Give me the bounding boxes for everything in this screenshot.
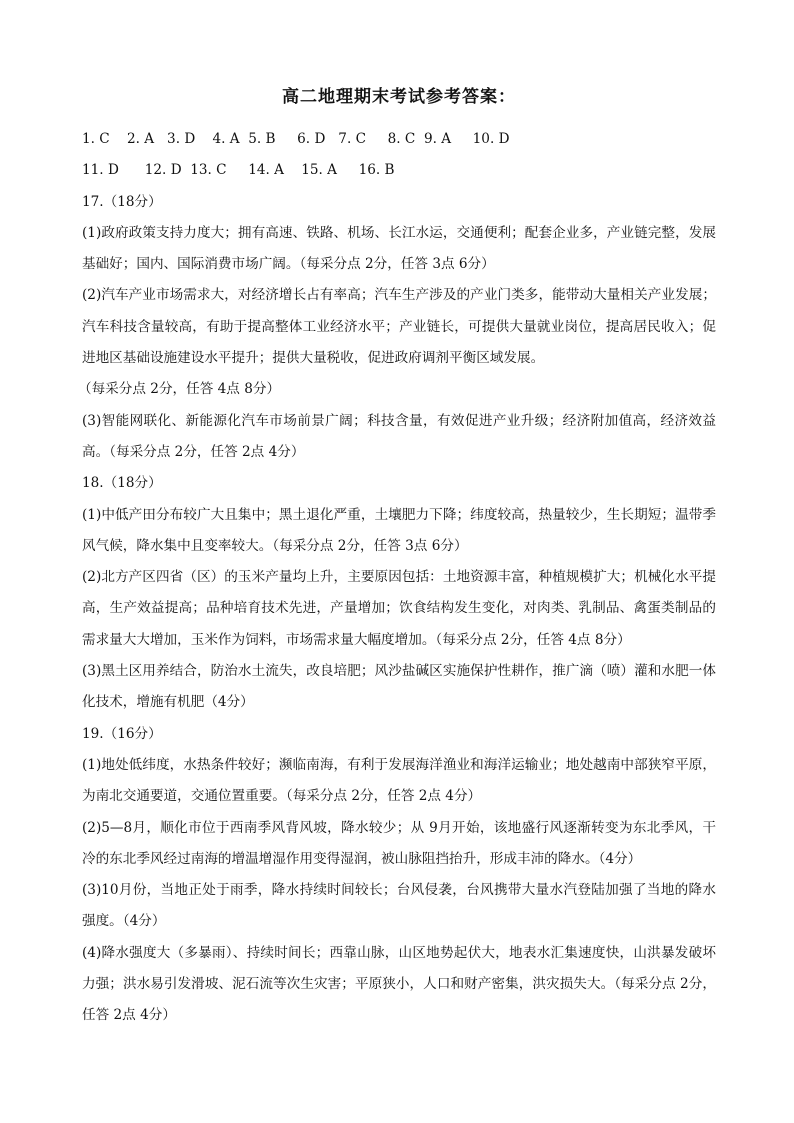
question-18-part-3: (3)黑土区用养结合，防治水土流失，改良培肥；风沙盐碱区实施保护性耕作，推广滴（喷）灌和水肥一体化技术，增施有机肥（4分） <box>82 663 716 711</box>
question-17 <box>78 187 716 469</box>
question-19 <box>82 719 716 1032</box>
question-17-heading: 17.（18分） <box>82 193 162 210</box>
question-17-part-2: (2)汽车产业市场需求大，对经济增长占有率高；汽车生产涉及的产业门类多，能带动大量相关产业发展；汽车科技含量较高，有助于提高整体工业经济水平；产业链长，可提供大量就业岗位，提高居民收入；促进地区基础设施建设水平提升；提供大量税收，促进政府调剂平衡区域发展。 <box>82 287 716 367</box>
question-19-part-3: (3)10月份，当地正处于雨季，降水持续时间较长；台风侵袭，台风携带大量水汽登陆加强了当地的降水强度。（4分） <box>82 882 716 930</box>
question-18-part-1: (1)中低产田分布较广大且集中；黑土退化严重，土壤肥力下降；纬度较高，热量较少，生长期短；温带季风气候，降水集中且变率较大。（每采分点 2分，任答 3点 6分） <box>82 506 716 554</box>
choice-answers-row-2: 11. D 12. D 13. C 14. A 15. A 16. B <box>82 162 395 179</box>
question-17-part-2-score: （每采分点 2分，任答 4点 8分） <box>78 381 281 398</box>
choice-answers-row-1: 1. C 2. A 3. D 4. A 5. B 6. D 7. C 8. C 9. A 10. D <box>82 131 510 147</box>
question-19-part-2: (2)5—8月，顺化市位于西南季风背风坡，降水较少；从 9月开始，该地盛行风逐渐转变为东北季风，干冷的东北季风经过南海的增温增湿作用变得湿润，被山脉阻挡抬升，形成丰沛的降水。（4分） <box>82 819 716 867</box>
question-19-heading: 19.（16分） <box>82 725 162 742</box>
question-18 <box>82 468 716 718</box>
question-17-part-1: (1)政府政策支持力度大；拥有高速、铁路、机场、长江水运，交通便利；配套企业多，产业链完整，发展基础好；国内、国际消费市场广阔。（每采分点 2分，任答 3点 6分） <box>82 224 716 273</box>
question-19-part-1: (1)地处低纬度，水热条件较好；濒临南海，有利于发展海洋渔业和海洋运输业；地处越南中部狭窄平原，为南北交通要道，交通位置重要。（每采分点 2分，任答 2点 4分） <box>82 756 716 805</box>
question-17-part-3: (3)智能网联化、新能源化汽车市场前景广阔；科技含量，有效促进产业升级；经济附加值高，经济效益高。（每采分点 2分，任答 2点 4分） <box>82 412 716 460</box>
question-19-part-4: (4)降水强度大（多暴雨）、持续时间长；西靠山脉，山区地势起伏大，地表水汇集速度快，山洪暴发破坏力强；洪水易引发滑坡、泥石流等次生灾害；平原狭小，人口和财产密集，洪灾损失大。（每采分点 2分，任答 2点 4分） <box>82 944 716 1024</box>
question-18-heading: 18.（18分） <box>82 475 162 492</box>
question-18-part-2: (2)北方产区四省（区）的玉米产量均上升，主要原因包括：土地资源丰富，种植规模扩大；机械化水平提高，生产效益提高；品种培育技术先进，产量增加；饮食结构发生变化，对肉类、乳制品、禽蛋类制品的需求量大大增加，玉米作为饲料，市场需求量大幅度增加。（每采分点 2分，任答 4点 8分） <box>82 569 716 648</box>
page-title: 高二地理期末考试参考答案： <box>282 87 516 107</box>
